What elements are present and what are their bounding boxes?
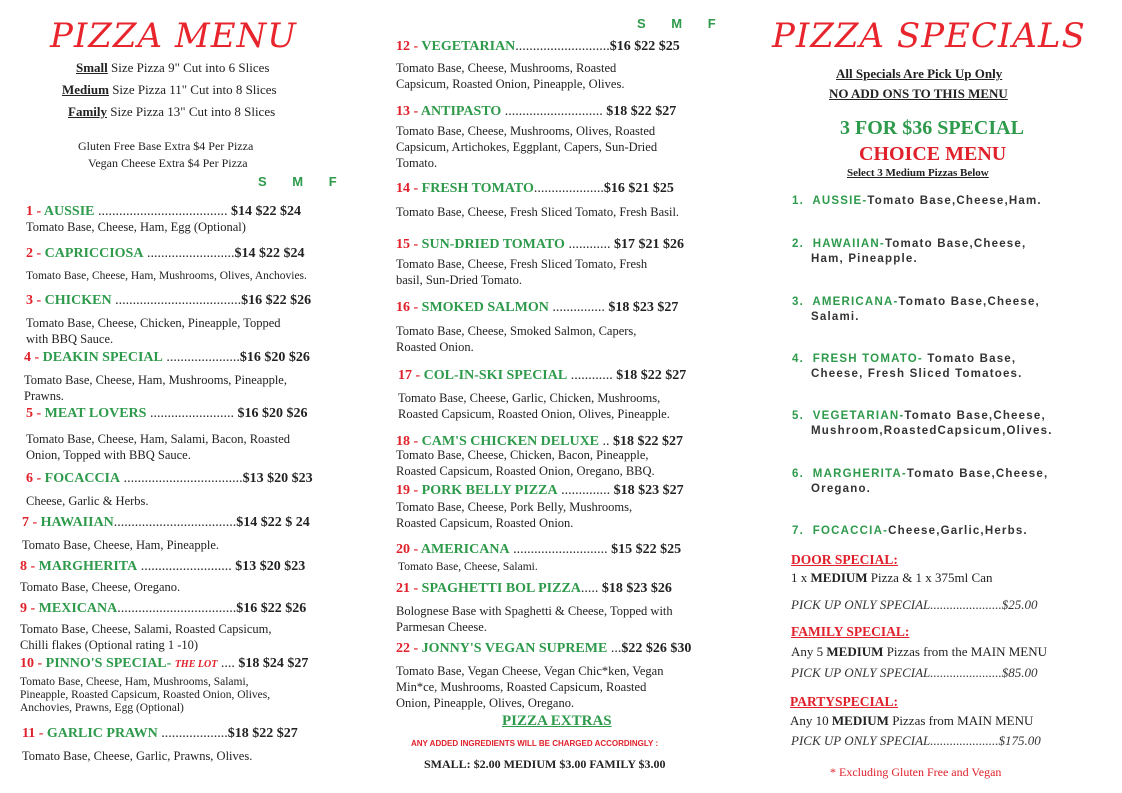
size-header: S M F bbox=[258, 174, 337, 189]
menu-item-17-desc: Tomato Base, Cheese, Garlic, Chicken, Mushrooms, Roasted Capsicum, Roasted Onion, Olives, Pineapple. bbox=[398, 391, 670, 421]
menu-item-4-desc: Tomato Base, Cheese, Ham, Mushrooms, Pineapple, Prawns. bbox=[24, 373, 287, 403]
menu-item-13-desc: Tomato Base, Cheese, Mushrooms, Olives, Roasted Capsicum, Artichokes, Eggplant, Capers, Sun-Dried Tomato. bbox=[396, 124, 658, 170]
menu-item-14-desc: Tomato Base, Cheese, Fresh Sliced Tomato, Fresh Basil. bbox=[396, 205, 680, 219]
specials-footnote: * Excluding Gluten Free and Vegan bbox=[830, 765, 1002, 779]
menu-item-11-desc: Tomato Base, Cheese, Garlic, Prawns, Olives. bbox=[22, 749, 253, 763]
specials-title: PIZZA SPECIALS bbox=[772, 16, 1086, 56]
pickup-only-note: All Specials Are Pick Up Only bbox=[836, 66, 1003, 81]
choice-item-2: 2. HAWAIIAN-Tomato Base,Cheese, Ham, Pineapple. bbox=[792, 238, 1027, 265]
party-special-title: PARTYSPECIAL: bbox=[790, 694, 899, 709]
menu-item-17: 17 - COL-IN-SKI SPECIAL ............ $18 $22 $27 bbox=[398, 368, 687, 383]
menu-item-2: 2 - CAPRICCIOSA .........................$14 $22 $24 bbox=[26, 246, 305, 261]
menu-item-9: 9 - MEXICANA..................................$16 $22 $26 bbox=[20, 601, 307, 616]
menu-item-11: 11 - GARLIC PRAWN ...................$18 $22 $27 bbox=[22, 726, 298, 741]
menu-item-22: 22 - JONNY'S VEGAN SUPREME ...$22 $26 $30 bbox=[396, 641, 692, 656]
menu-item-5: 5 - MEAT LOVERS ........................ $16 $20 $26 bbox=[26, 406, 308, 421]
choice-item-4: 4. FRESH TOMATO- Tomato Base, Cheese, Fresh Sliced Tomatoes. bbox=[792, 353, 1023, 380]
choice-item-1: 1. AUSSIE-Tomato Base,Cheese,Ham. bbox=[792, 195, 1042, 207]
door-special-title: DOOR SPECIAL: bbox=[791, 552, 898, 567]
menu-item-13: 13 - ANTIPASTO ............................ $18 $22 $27 bbox=[396, 104, 677, 119]
menu-item-15: 15 - SUN-DRIED TOMATO ............ $17 $21 $26 bbox=[396, 237, 684, 252]
menu-item-8: 8 - MARGHERITA .......................... $13 $20 $23 bbox=[20, 559, 306, 574]
menu-item-16-desc: Tomato Base, Cheese, Smoked Salmon, Capers, Roasted Onion. bbox=[396, 324, 637, 354]
menu-item-19-desc: Tomato Base, Cheese, Pork Belly, Mushrooms, Roasted Capsicum, Roasted Onion. bbox=[396, 500, 633, 530]
family-special-title: FAMILY SPECIAL: bbox=[791, 624, 910, 639]
menu-item-16: 16 - SMOKED SALMON ............... $18 $23 $27 bbox=[396, 300, 679, 315]
size-family: Family Size Pizza 13" Cut into 8 Slices bbox=[68, 104, 276, 119]
vegan-cheese-note: Vegan Cheese Extra $4 Per Pizza bbox=[88, 156, 248, 170]
menu-item-21-desc: Bolognese Base with Spaghetti & Cheese, Topped with Parmesan Cheese. bbox=[396, 604, 673, 634]
door-special-price: PICK UP ONLY SPECIAL......................$25.00 bbox=[791, 597, 1038, 612]
menu-item-12-desc: Tomato Base, Cheese, Mushrooms, Roasted Capsicum, Roasted Onion, Pineapple, Olives. bbox=[396, 61, 625, 91]
no-addons-note: NO ADD ONS TO THIS MENU bbox=[829, 86, 1008, 101]
menu-item-21: 21 - SPAGHETTI BOL PIZZA..... $18 $23 $26 bbox=[396, 581, 672, 596]
menu-item-9-desc: Tomato Base, Cheese, Salami, Roasted Capsicum, Chilli flakes (Optional rating 1 -10) bbox=[20, 622, 272, 652]
choice-item-5: 5. VEGETARIAN-Tomato Base,Cheese, Mushroom,RoastedCapsicum,Olives. bbox=[792, 410, 1053, 437]
menu-item-18: 18 - CAM'S CHICKEN DELUXE .. $18 $22 $27 bbox=[396, 434, 684, 449]
size-medium: Medium Size Pizza 11" Cut into 8 Slices bbox=[62, 82, 277, 97]
deal-title: 3 FOR $36 SPECIAL bbox=[840, 117, 1024, 139]
family-special-price: PICK UP ONLY SPECIAL......................$85.00 bbox=[791, 665, 1038, 680]
extras-title: PIZZA EXTRAS bbox=[502, 713, 612, 729]
menu-item-2-desc: Tomato Base, Cheese, Ham, Mushrooms, Olives, Anchovies. bbox=[26, 270, 307, 282]
menu-item-7: 7 - HAWAIIAN...................................$14 $22 $ 24 bbox=[22, 515, 310, 530]
menu-item-12: 12 - VEGETARIAN...........................$16 $22 $25 bbox=[396, 39, 680, 54]
menu-item-8-desc: Tomato Base, Cheese, Oregano. bbox=[20, 580, 181, 594]
menu-item-1-desc: Tomato Base, Cheese, Ham, Egg (Optional) bbox=[26, 220, 246, 234]
menu-item-4: 4 - DEAKIN SPECIAL .....................$16 $20 $26 bbox=[24, 350, 310, 365]
door-special-line: 1 x MEDIUM Pizza & 1 x 375ml Can bbox=[791, 570, 993, 585]
menu-item-18-desc: Tomato Base, Cheese, Chicken, Bacon, Pineapple, Roasted Capsicum, Roasted Onion, Oregano, BBQ. bbox=[396, 448, 655, 478]
party-special-price: PICK UP ONLY SPECIAL.....................$175.00 bbox=[791, 733, 1041, 748]
menu-item-15-desc: Tomato Base, Cheese, Fresh Sliced Tomato, Fresh basil, Sun-Dried Tomato. bbox=[396, 257, 648, 287]
menu-item-14: 14 - FRESH TOMATO....................$16 $21 $25 bbox=[396, 181, 674, 196]
menu-item-10: 10 - PINNO'S SPECIAL- THE LOT .... $18 $24 $27 bbox=[20, 656, 309, 671]
menu-item-19: 19 - PORK BELLY PIZZA .............. $18 $23 $27 bbox=[396, 483, 684, 498]
menu-item-5-desc: Tomato Base, Cheese, Ham, Salami, Bacon, Roasted Onion, Topped with BBQ Sauce. bbox=[26, 432, 290, 462]
menu-item-1: 1 - AUSSIE ..................................... $14 $22 $24 bbox=[26, 204, 301, 219]
gluten-free-note: Gluten Free Base Extra $4 Per Pizza bbox=[78, 139, 254, 153]
choice-item-7: 7. FOCACCIA-Cheese,Garlic,Herbs. bbox=[792, 525, 1028, 537]
party-special-line: Any 10 MEDIUM Pizzas from MAIN MENU bbox=[790, 713, 1034, 728]
choice-menu-title: CHOICE MENU bbox=[859, 143, 1007, 165]
menu-title: PIZZA MENU bbox=[50, 16, 297, 56]
menu-item-20-desc: Tomato Base, Cheese, Salami. bbox=[398, 561, 538, 573]
menu-item-7-desc: Tomato Base, Cheese, Ham, Pineapple. bbox=[22, 538, 219, 552]
menu-item-3: 3 - CHICKEN ....................................$16 $22 $26 bbox=[26, 293, 312, 308]
size-header-2: S M F bbox=[637, 16, 716, 31]
menu-item-3-desc: Tomato Base, Cheese, Chicken, Pineapple, Topped with BBQ Sauce. bbox=[26, 316, 281, 346]
choice-item-6: 6. MARGHERITA-Tomato Base,Cheese, Oregano. bbox=[792, 468, 1049, 495]
menu-item-20: 20 - AMERICANA ........................... $15 $22 $25 bbox=[396, 542, 682, 557]
extras-note: ANY ADDED INGREDIENTS WILL BE CHARGED ACCORDINGLY : bbox=[411, 739, 659, 748]
select-note: Select 3 Medium Pizzas Below bbox=[847, 167, 989, 179]
menu-item-6-desc: Cheese, Garlic & Herbs. bbox=[26, 494, 149, 508]
choice-item-3: 3. AMERICANA-Tomato Base,Cheese, Salami. bbox=[792, 296, 1040, 323]
extras-prices: SMALL: $2.00 MEDIUM $3.00 FAMILY $3.00 bbox=[424, 757, 666, 771]
menu-item-10-desc: Tomato Base, Cheese, Ham, Mushrooms, Salami, Pineapple, Roasted Capsicum, Roasted Onion, Olives, Anchovies, Prawns, Egg (Optional) bbox=[20, 676, 271, 714]
family-special-line: Any 5 MEDIUM Pizzas from the MAIN MENU bbox=[791, 644, 1047, 659]
menu-item-6: 6 - FOCACCIA ..................................$13 $20 $23 bbox=[26, 471, 313, 486]
menu-item-22-desc: Tomato Base, Vegan Cheese, Vegan Chic*ken, Vegan Min*ce, Mushrooms, Roasted Capsicum, Roasted Onion, Pineapple, Olives, Oregano. bbox=[396, 664, 664, 710]
size-small: Small Size Pizza 9" Cut into 6 Slices bbox=[76, 60, 270, 75]
